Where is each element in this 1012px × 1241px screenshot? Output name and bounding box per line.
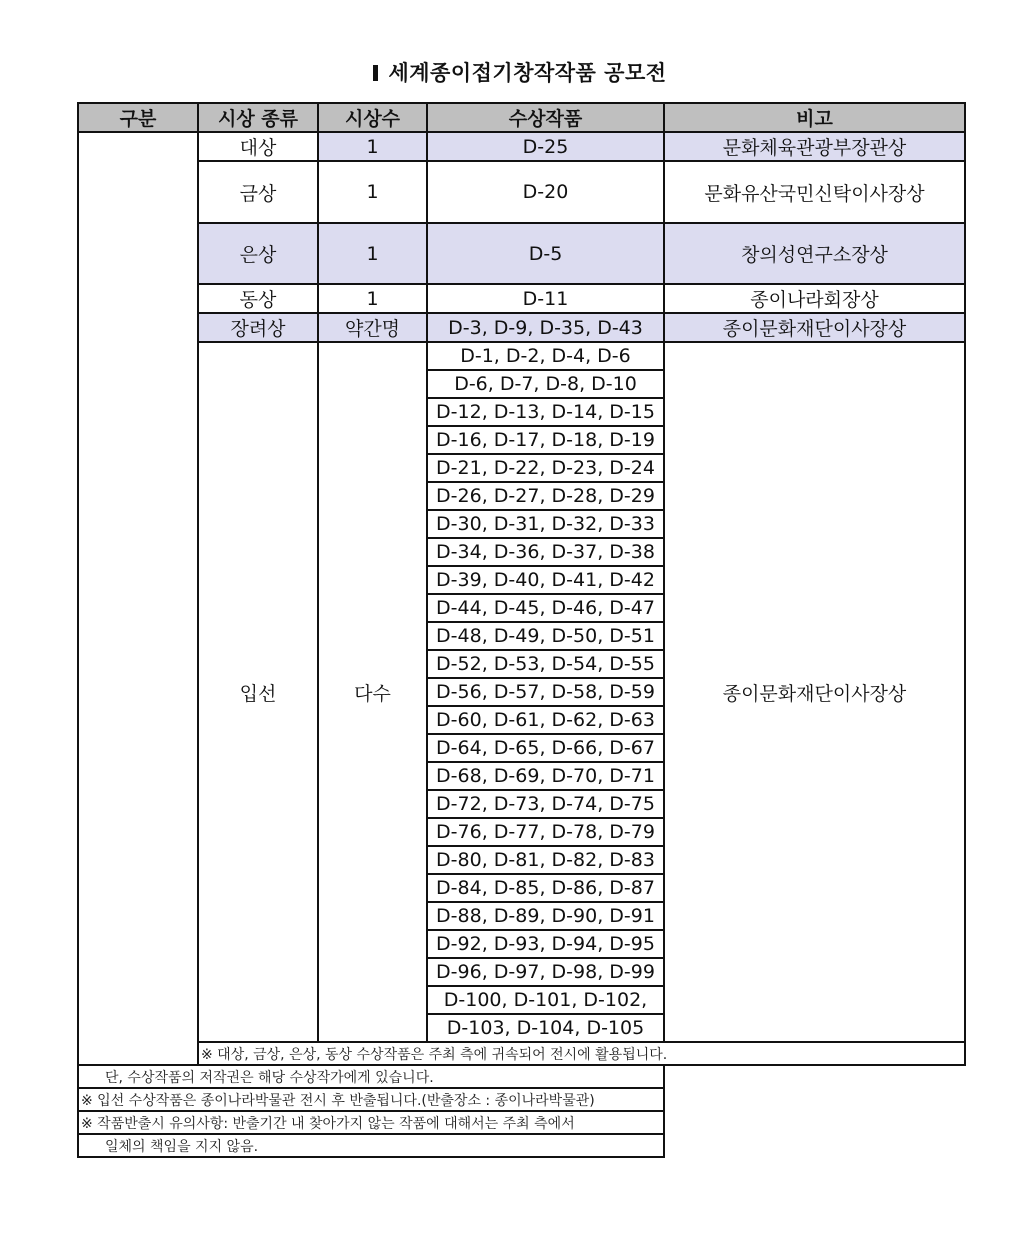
award-type-cell: 은상: [198, 223, 318, 284]
works-cell: D-3, D-9, D-35, D-43: [427, 313, 664, 342]
works-line: D-16, D-17, D-18, D-19: [427, 426, 664, 454]
works-line: D-56, D-57, D-58, D-59: [427, 678, 664, 706]
note-line: 단, 수상작품의 저작권은 해당 수상작가에게 있습니다.: [78, 1065, 664, 1088]
works-line: D-88, D-89, D-90, D-91: [427, 902, 664, 930]
works-line: D-12, D-13, D-14, D-15: [427, 398, 664, 426]
table-row-silver: [78, 223, 965, 284]
title-text: 세계종이접기창작작품 공모전: [388, 61, 667, 85]
category-cell: [78, 132, 198, 1065]
header-note: 비고: [664, 103, 965, 132]
works-line: D-48, D-49, D-50, D-51: [427, 622, 664, 650]
count-cell: 1: [318, 284, 427, 313]
count-cell: 약간명: [318, 313, 427, 342]
table-header-row: [78, 103, 965, 132]
works-line: D-60, D-61, D-62, D-63: [427, 706, 664, 734]
table-row-encouragement: [78, 313, 965, 342]
award-type-cell: 동상: [198, 284, 318, 313]
works-line: D-84, D-85, D-86, D-87: [427, 874, 664, 902]
count-cell: 1: [318, 132, 427, 161]
table-row-note: [78, 1088, 965, 1111]
works-line: D-26, D-27, D-28, D-29: [427, 482, 664, 510]
table-row-note: [78, 1042, 965, 1065]
header-works: 수상작품: [427, 103, 664, 132]
works-line: D-34, D-36, D-37, D-38: [427, 538, 664, 566]
note-cell: 문화유산국민신탁이사장상: [664, 161, 965, 223]
note-cell: 종이나라회장상: [664, 284, 965, 313]
works-line: D-68, D-69, D-70, D-71: [427, 762, 664, 790]
works-line: D-64, D-65, D-66, D-67: [427, 734, 664, 762]
table-row-note: [78, 1134, 965, 1157]
works-line: D-52, D-53, D-54, D-55: [427, 650, 664, 678]
note-cell: 창의성연구소장상: [664, 223, 965, 284]
title-bullet-icon: [373, 65, 378, 81]
table-row-gold: [78, 161, 965, 223]
works-line: D-103, D-104, D-105: [427, 1014, 664, 1042]
works-line: D-1, D-2, D-4, D-6: [427, 342, 664, 370]
table-row-note: [78, 1065, 965, 1088]
count-cell: 1: [318, 223, 427, 284]
count-cell: 다수: [318, 342, 427, 1042]
header-count: 시상수: [318, 103, 427, 132]
works-cell: D-5: [427, 223, 664, 284]
note-cell: 종이문화재단이사장상: [664, 342, 965, 1042]
works-line: D-30, D-31, D-32, D-33: [427, 510, 664, 538]
works-line: D-44, D-45, D-46, D-47: [427, 594, 664, 622]
note-line: ※ 작품반출시 유의사항: 반출기간 내 찾아가지 않는 작품에 대해서는 주최 측에서: [78, 1111, 664, 1134]
note-cell: 문화체육관광부장관상: [664, 132, 965, 161]
works-line: D-72, D-73, D-74, D-75: [427, 790, 664, 818]
header-award-type: 시상 종류: [198, 103, 318, 132]
table-row-selected: [78, 342, 965, 370]
works-cell: D-11: [427, 284, 664, 313]
table-row-note: [78, 1111, 965, 1134]
award-table: [77, 102, 966, 1158]
note-line: ※ 대상, 금상, 은상, 동상 수상작품은 주최 측에 귀속되어 전시에 활용됩니다.: [198, 1042, 965, 1065]
header-category: 구분: [78, 103, 198, 132]
works-cell: D-25: [427, 132, 664, 161]
page-title: [0, 57, 1012, 87]
works-line: D-96, D-97, D-98, D-99: [427, 958, 664, 986]
works-line: D-92, D-93, D-94, D-95: [427, 930, 664, 958]
works-line: D-80, D-81, D-82, D-83: [427, 846, 664, 874]
works-line: D-6, D-7, D-8, D-10: [427, 370, 664, 398]
table-row-grand: [78, 132, 965, 161]
award-type-cell: 입선: [198, 342, 318, 1042]
works-line: D-21, D-22, D-23, D-24: [427, 454, 664, 482]
award-type-cell: 금상: [198, 161, 318, 223]
award-type-cell: 대상: [198, 132, 318, 161]
award-type-cell: 장려상: [198, 313, 318, 342]
count-cell: 1: [318, 161, 427, 223]
works-cell: D-20: [427, 161, 664, 223]
note-line: ※ 입선 수상작품은 종이나라박물관 전시 후 반출됩니다.(반출장소 : 종이나라박물관): [78, 1088, 664, 1111]
note-line: 일체의 책임을 지지 않음.: [78, 1134, 664, 1157]
works-line: D-39, D-40, D-41, D-42: [427, 566, 664, 594]
table-row-bronze: [78, 284, 965, 313]
works-line: D-76, D-77, D-78, D-79: [427, 818, 664, 846]
note-cell: 종이문화재단이사장상: [664, 313, 965, 342]
works-line: D-100, D-101, D-102,: [427, 986, 664, 1014]
